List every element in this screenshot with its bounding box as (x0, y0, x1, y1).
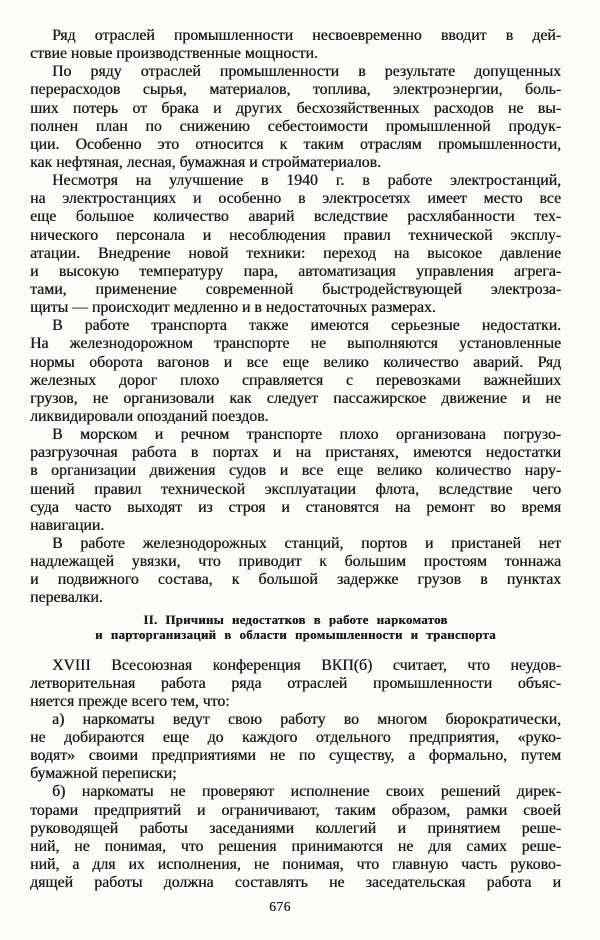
text-line: нормы оборота вагонов и все еще велико количество аварий. Ряд (30, 353, 561, 371)
document-text-column (30, 27, 561, 892)
text-line: на электростанциях и особенно в электросетях имеет место все (30, 190, 561, 208)
text-line: суда часто выходят из строя и становятся на ремонт во время (30, 498, 561, 516)
text-line: ствие новые производственные мощности. (30, 45, 318, 63)
text-line: торами предприятий и ограничивают, таким образом, рамки своей (30, 801, 561, 819)
text-line: руководящей работы заседаниями коллегий и принятием реше- (30, 819, 561, 837)
text-line: бумажной переписки; (30, 765, 177, 783)
text-line: В работе железнодорожных станций, портов и пристаней нет (52, 534, 561, 552)
text-line: ликвидировали опозданий поездов. (30, 407, 269, 425)
text-line: не добираются еще до каждого отдельного предприятия, «руко- (30, 729, 561, 747)
text-line: атации. Внедрение новой техники: переход на высокое давление (30, 244, 561, 262)
text-line: как нефтяная, лесная, бумажная и стройматериалов. (30, 153, 381, 171)
paragraph (30, 535, 561, 608)
text-line: На железнодорожном транспорте не выполняются установленные (30, 335, 561, 353)
text-line: В морском и речном транспорте плохо организована погрузо- (52, 426, 561, 444)
paragraph (30, 27, 561, 63)
paragraph (30, 172, 561, 317)
paragraph (30, 63, 561, 172)
section-heading (30, 613, 561, 644)
paragraph (30, 426, 561, 535)
heading-line: и парторганизаций в области промышленности и транспорта (95, 628, 496, 642)
text-line: Ряд отраслей промышленности несвоевременно вводит в дей- (52, 27, 561, 44)
text-line: грузов, не организовали как следует пассажирское движение и не (30, 389, 561, 407)
text-line: еще большое количество аварий вследствие расхлябанности тех- (30, 208, 561, 226)
text-line: XVIII Всесоюзная конференция ВКП(б) считает, что неудов- (52, 656, 561, 674)
text-line: водят» своими предприятиями не по существу, а формально, путем (30, 747, 561, 765)
text-line: ции. Особенно это относится к таким отраслям промышленности, (30, 135, 561, 153)
text-line: полнен план по снижению себестоимости промышленной продук- (30, 117, 561, 135)
text-line: и подвижного состава, к большой задержке грузов в пунктах (30, 571, 561, 589)
text-line: и высокую температуру пара, автоматизация управления агрега- (30, 262, 561, 280)
text-line: надлежащей увязки, что приводит к большим простоям тоннажа (30, 553, 561, 571)
paragraph (30, 711, 561, 784)
text-line: Несмотря на улучшение в 1940 г. в работе электростанций, (52, 172, 561, 190)
page-number: 676 (269, 899, 291, 914)
text-line: летворительная работа ряда отраслей промышленности объяс- (30, 674, 561, 692)
text-line: няется прежде всего тем, что: (30, 692, 230, 710)
text-line: разгрузочная работа в портах и на пристанях, имеются недостатки (30, 444, 561, 462)
text-line: ний, а для их исполнения, не понимая, что главную часть руково- (30, 856, 561, 874)
text-line: ний, не понимая, что решения принимаются не для самих реше- (30, 837, 561, 855)
paragraph (30, 783, 561, 892)
text-line: По ряду отраслей промышленности в результате допущенных (52, 63, 561, 81)
text-line: щиты — происходит медленно и в недостаточных размерах. (30, 299, 436, 317)
text-line: в организации движения судов и все еще велико количество нару- (30, 462, 561, 480)
text-line: шений правил технической эксплуатации флота, вследствие чего (30, 480, 561, 498)
text-line: дящей работы должна составлять не заседательская работа и (30, 874, 561, 892)
text-line: а) наркоматы ведут свою работу во многом бюрократически, (52, 710, 561, 728)
text-line: тами, применение современной быстродействующей электроза- (30, 280, 561, 298)
text-line: б) наркоматы не проверяют исполнение своих решений дирек- (52, 783, 561, 801)
text-line: В работе транспорта также имеются серьезные недостатки. (52, 317, 561, 335)
paragraph (30, 317, 561, 426)
text-line: перерасходов сырья, материалов, топлива, электроэнергии, боль- (30, 81, 561, 99)
text-line: перевалки. (30, 589, 103, 607)
paragraph (30, 657, 561, 711)
text-line: нического персонала и несоблюдения правил технической эксплу- (30, 226, 561, 244)
text-line: ших потерь от брака и других бесхозяйственных расходов не вы- (30, 99, 561, 117)
heading-line: II. Причины недостатков в работе наркоматов (143, 612, 448, 627)
text-line: навигации. (30, 516, 105, 534)
text-line: железных дорог плохо справляется с перевозками важнейших (30, 371, 561, 389)
